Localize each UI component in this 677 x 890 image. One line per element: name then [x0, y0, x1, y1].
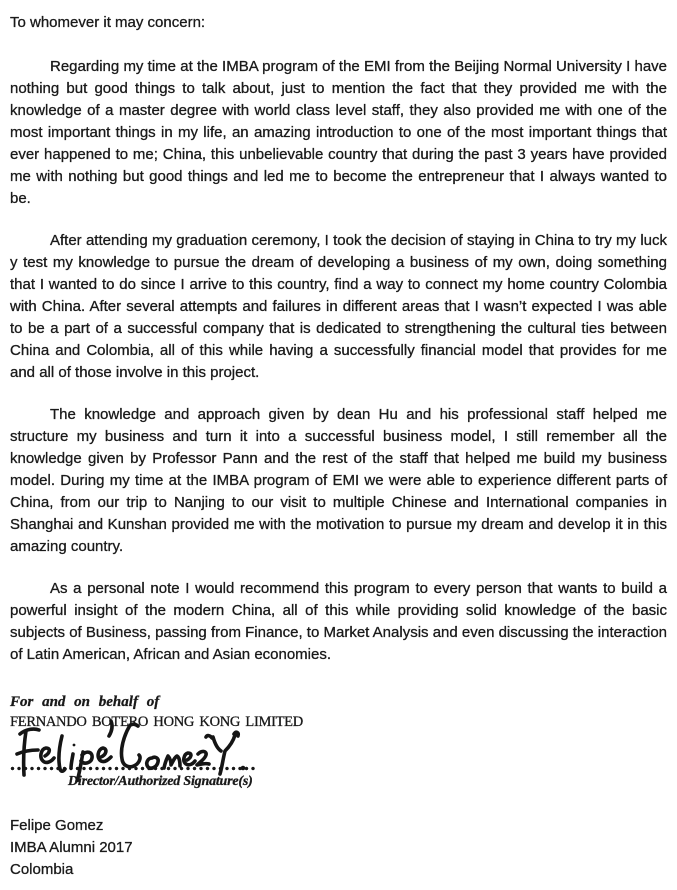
company-name: FERNANDO BOTERO HONG KONG LIMITED	[10, 714, 303, 730]
handwritten-signature-area	[10, 732, 667, 766]
signature-caption: Director/Authorized Signature(s)	[68, 774, 253, 789]
paragraph-4: As a personal note I would recommend this program to every person that wants to build a powerful insight of the modern China, all of this while providing solid knowledge of the basic subjects of Business, passing from Finance, to Market Analysis and even discussing the interaction of Latin American, African and Asian economies.	[10, 580, 668, 663]
sender-program: IMBA Alumni 2017	[10, 839, 133, 856]
signature-ink-icon	[12, 718, 247, 782]
paragraph-3: The knowledge and approach given by dean Hu and his professional staff helped me structure my business and turn it into a successful business model, I still remember all the knowledge given by Professor Pann and the rest of the staff that helped me build my business model. During my time at the IMBA program of EMI we were able to experience different parts of China, from our trip to Nanjing to our visit to multiple Chinese and International companies in Shanghai and Kunshan provided me with the motivation to pursue my dream and develop it in this amazing country.	[10, 406, 667, 555]
salutation: To whomever it may concern:	[10, 14, 206, 31]
paragraph-1: Regarding my time at the IMBA program of the EMI from the Beijing Normal University I have nothing but good things to talk about, just to mention the fact that they provided me with the knowledge of a master degree with world class level staff, they also provided me with one of the most important things in my life, an amazing introduction to one of the most important things that ever happened to me; China, this unbelievable country that during the past 3 years have provided me with nothing but good things and led me to become the entrepreneur that I always wanted to be.	[10, 58, 667, 207]
sender-name: Felipe Gomez	[10, 817, 104, 834]
paragraph-2: After attending my graduation ceremony, I took the decision of staying in China to try my luck y test my knowledge to pursue the dream of developing a business of my own, doing something that I wanted to do since I arrive to this country, find a way to connect my home country Colombia with China. After several attempts and failures in different areas that I wasn’t expected I was able to be a part of a successful company that is dedicated to strengthening the cultural ties between China and Colombia, all of this while having a successfully financial model that provides for me and all of those involve in this project.	[10, 232, 667, 381]
sender-country: Colombia	[10, 861, 74, 878]
on-behalf-of-line: For and on behalf of	[10, 694, 160, 710]
sender-details	[10, 815, 667, 881]
signature-block	[10, 692, 667, 791]
